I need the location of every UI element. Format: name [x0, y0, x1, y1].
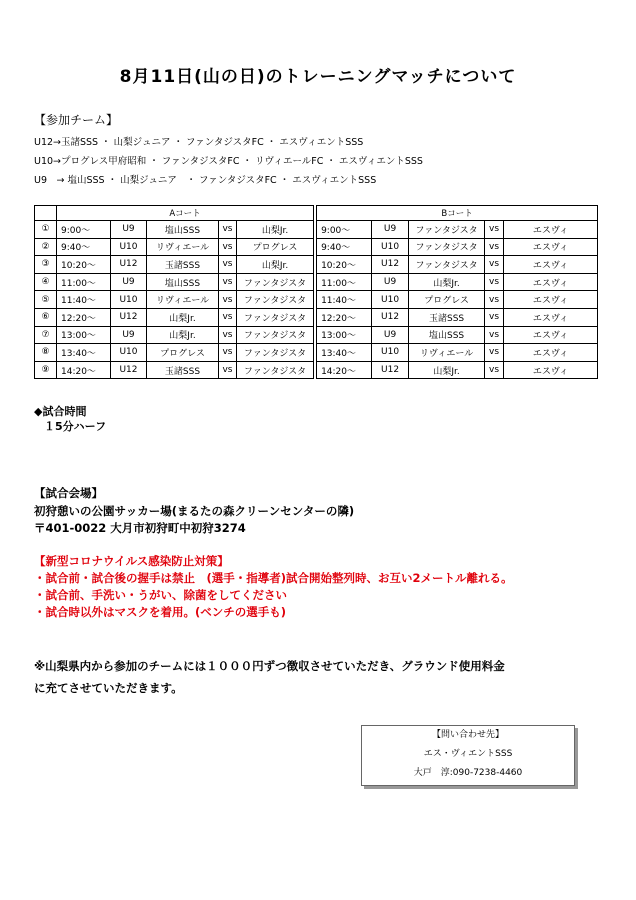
- court-b-category: U10: [372, 344, 409, 362]
- court-b-category: U12: [372, 361, 409, 379]
- court-a-time: 13:00～: [57, 326, 111, 344]
- court-a-away-team: 山梨Jr.: [237, 221, 314, 239]
- court-b-away-team: エスヴィ: [504, 308, 598, 326]
- court-b-home-team: 塩山SSS: [409, 326, 485, 344]
- court-b-home-team: 山梨Jr.: [409, 273, 485, 291]
- court-a-category: U12: [111, 256, 147, 274]
- covid-item-handwash: ・試合前、手洗い・うがい、除菌をしてください: [34, 588, 287, 602]
- court-a-home-team: リヴィエール: [147, 291, 219, 309]
- court-a-vs: vs: [219, 238, 237, 256]
- court-a-category: U12: [111, 361, 147, 379]
- court-b-home-team: ファンタジスタ: [409, 256, 485, 274]
- court-b-vs: vs: [485, 361, 504, 379]
- court-b-home-team: 山梨Jr.: [409, 361, 485, 379]
- court-a-time: 11:40～: [57, 291, 111, 309]
- schedule-header-no: [35, 206, 57, 221]
- court-b-time: 13:40～: [317, 344, 372, 362]
- venue-name: 初狩憩いの公園サッカー場(まるたの森クリーンセンターの隣): [34, 503, 355, 518]
- court-b-time: 10:20～: [317, 256, 372, 274]
- court-a-time: 9:40～: [57, 238, 111, 256]
- court-a-category: U9: [111, 221, 147, 239]
- court-a-category: U9: [111, 326, 147, 344]
- schedule-row: [35, 344, 598, 362]
- court-a-time: 13:40～: [57, 344, 111, 362]
- court-a-vs: vs: [219, 256, 237, 274]
- page-title: 8月11日(山の日)のトレーニングマッチについて: [119, 67, 517, 87]
- court-a-vs: vs: [219, 361, 237, 379]
- court-a-home-team: 山梨Jr.: [147, 326, 219, 344]
- court-b-vs: vs: [485, 238, 504, 256]
- schedule-row: [35, 273, 598, 291]
- court-b-vs: vs: [485, 291, 504, 309]
- court-b-category: U10: [372, 291, 409, 309]
- court-b-category: U10: [372, 238, 409, 256]
- court-a-time: 9:00～: [57, 221, 111, 239]
- schedule-row: [35, 221, 598, 239]
- court-b-header: Bコート: [317, 206, 598, 221]
- court-b-category: U12: [372, 308, 409, 326]
- match-number: ④: [35, 273, 57, 291]
- schedule-header-row: [35, 206, 598, 221]
- court-b-time: 9:00～: [317, 221, 372, 239]
- court-a-vs: vs: [219, 326, 237, 344]
- court-b-away-team: エスヴィ: [504, 344, 598, 362]
- court-b-away-team: エスヴィ: [504, 291, 598, 309]
- schedule-row: [35, 361, 598, 379]
- covid-item-mask: ・試合時以外はマスクを着用。(ベンチの選手も): [34, 605, 287, 619]
- fee-line-1: ※山梨県内から参加のチームには１０００円ずつ徴収させていただき、グラウンド使用料金: [34, 659, 505, 673]
- court-a-header: Aコート: [57, 206, 314, 221]
- court-a-away-team: ファンタジスタ: [237, 273, 314, 291]
- schedule-row: [35, 256, 598, 274]
- schedule-table: [34, 205, 598, 379]
- match-number: ⑨: [35, 361, 57, 379]
- court-b-vs: vs: [485, 273, 504, 291]
- match-number: ⑤: [35, 291, 57, 309]
- court-b-home-team: プログレス: [409, 291, 485, 309]
- court-a-home-team: 玉諸SSS: [147, 256, 219, 274]
- court-b-time: 12:20～: [317, 308, 372, 326]
- court-b-vs: vs: [485, 221, 504, 239]
- court-a-category: U12: [111, 308, 147, 326]
- court-a-time: 10:20～: [57, 256, 111, 274]
- court-b-vs: vs: [485, 326, 504, 344]
- court-b-time: 13:00～: [317, 326, 372, 344]
- court-a-time: 12:20～: [57, 308, 111, 326]
- court-a-category: U10: [111, 238, 147, 256]
- participants-line-u9: U9 → 塩山SSS ・ 山梨ジュニア ・ ファンタジスタFC ・ エスヴィエントSSS: [34, 175, 377, 186]
- court-b-category: U9: [372, 221, 409, 239]
- court-a-home-team: 塩山SSS: [147, 221, 219, 239]
- schedule-row: [35, 291, 598, 309]
- court-b-time: 11:40～: [317, 291, 372, 309]
- covid-heading: 【新型コロナウイルス感染防止対策】: [34, 554, 229, 568]
- court-a-away-team: ファンタジスタ: [237, 308, 314, 326]
- venue-heading: 【試合会場】: [34, 486, 103, 500]
- court-a-category: U10: [111, 344, 147, 362]
- court-a-away-team: 山梨Jr.: [237, 256, 314, 274]
- participants-list: [34, 133, 423, 190]
- court-a-home-team: リヴィエール: [147, 238, 219, 256]
- court-b-away-team: エスヴィ: [504, 326, 598, 344]
- court-b-vs: vs: [485, 308, 504, 326]
- court-b-category: U12: [372, 256, 409, 274]
- court-a-home-team: 塩山SSS: [147, 273, 219, 291]
- court-a-home-team: 山梨Jr.: [147, 308, 219, 326]
- match-number: ⑧: [35, 344, 57, 362]
- court-b-away-team: エスヴィ: [504, 256, 598, 274]
- court-b-away-team: エスヴィ: [504, 221, 598, 239]
- match-number: ⑦: [35, 326, 57, 344]
- court-a-away-team: ファンタジスタ: [237, 326, 314, 344]
- match-time-heading: ◆試合時間: [34, 405, 87, 418]
- court-a-vs: vs: [219, 291, 237, 309]
- court-b-vs: vs: [485, 256, 504, 274]
- court-b-home-team: リヴィエール: [409, 344, 485, 362]
- contact-box: [361, 725, 575, 786]
- contact-person: 大戸 淳:090-7238-4460: [413, 768, 523, 778]
- court-a-time: 14:20～: [57, 361, 111, 379]
- participants-line-u10: U10→プログレス甲府昭和 ・ ファンタジスタFC ・ リヴィエールFC ・ エスヴィエントSSS: [34, 156, 423, 167]
- court-b-away-team: エスヴィ: [504, 361, 598, 379]
- court-a-home-team: プログレス: [147, 344, 219, 362]
- court-a-vs: vs: [219, 221, 237, 239]
- court-a-home-team: 玉諸SSS: [147, 361, 219, 379]
- court-a-away-team: ファンタジスタ: [237, 361, 314, 379]
- court-b-home-team: 玉諸SSS: [409, 308, 485, 326]
- schedule-row: [35, 326, 598, 344]
- venue-address: 〒401-0022 大月市初狩町中初狩3274: [34, 521, 246, 535]
- court-b-home-team: ファンタジスタ: [409, 221, 485, 239]
- court-a-category: U10: [111, 291, 147, 309]
- court-b-category: U9: [372, 273, 409, 291]
- contact-org: エス・ヴィエントSSS: [423, 749, 513, 759]
- venue-section: [34, 485, 354, 538]
- court-a-time: 11:00～: [57, 273, 111, 291]
- court-b-vs: vs: [485, 344, 504, 362]
- court-b-home-team: ファンタジスタ: [409, 238, 485, 256]
- court-a-away-team: ファンタジスタ: [237, 291, 314, 309]
- participants-heading: 【参加チーム】: [34, 113, 119, 127]
- match-number: ②: [35, 238, 57, 256]
- match-number: ⑥: [35, 308, 57, 326]
- match-time-section: [34, 404, 106, 434]
- fee-line-2: に充てさせていただきます。: [34, 681, 183, 695]
- match-number: ③: [35, 256, 57, 274]
- court-a-away-team: プログレス: [237, 238, 314, 256]
- court-a-category: U9: [111, 273, 147, 291]
- participants-line-u12: U12→玉諸SSS ・ 山梨ジュニア ・ ファンタジスタFC ・ エスヴィエントSSS: [34, 137, 364, 148]
- contact-heading: 【問い合わせ先】: [431, 730, 504, 740]
- match-number: ①: [35, 221, 57, 239]
- covid-section: [34, 553, 513, 621]
- court-a-vs: vs: [219, 273, 237, 291]
- schedule-row: [35, 308, 598, 326]
- court-b-category: U9: [372, 326, 409, 344]
- fee-notice: [34, 655, 614, 699]
- court-a-vs: vs: [219, 308, 237, 326]
- court-a-away-team: ファンタジスタ: [237, 344, 314, 362]
- court-b-time: 9:40～: [317, 238, 372, 256]
- court-b-away-team: エスヴィ: [504, 273, 598, 291]
- court-b-time: 14:20～: [317, 361, 372, 379]
- match-time-value: １5分ハーフ: [44, 420, 107, 433]
- schedule-row: [35, 238, 598, 256]
- court-b-time: 11:00～: [317, 273, 372, 291]
- covid-item-handshake: ・試合前・試合後の握手は禁止 (選手・指導者)試合開始整列時、お互い2メートル離れる。: [34, 571, 513, 585]
- court-a-vs: vs: [219, 344, 237, 362]
- court-b-away-team: エスヴィ: [504, 238, 598, 256]
